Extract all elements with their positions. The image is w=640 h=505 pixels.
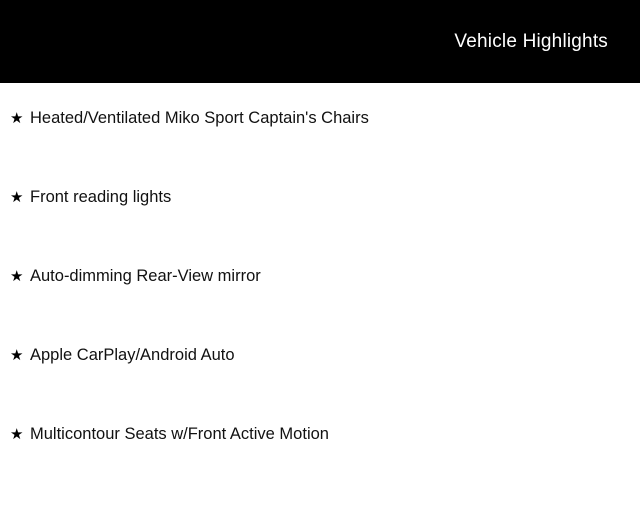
star-bullet-icon: ★ bbox=[10, 347, 24, 364]
highlights-list bbox=[0, 83, 640, 505]
highlight-label: Auto-dimming Rear-View mirror bbox=[30, 267, 261, 285]
star-bullet-icon: ★ bbox=[10, 189, 24, 206]
star-bullet-icon: ★ bbox=[10, 268, 24, 285]
highlight-label: Apple CarPlay/Android Auto bbox=[30, 346, 235, 364]
highlight-label: Multicontour Seats w/Front Active Motion bbox=[30, 425, 329, 443]
list-item bbox=[0, 268, 640, 347]
list-item bbox=[0, 347, 640, 426]
page-header bbox=[0, 0, 640, 83]
star-bullet-icon: ★ bbox=[10, 426, 24, 443]
list-item bbox=[0, 426, 640, 505]
star-bullet-icon: ★ bbox=[10, 110, 24, 127]
page-title: Vehicle Highlights bbox=[454, 31, 608, 52]
highlight-label: Heated/Ventilated Miko Sport Captain's Chairs bbox=[30, 109, 369, 127]
list-item bbox=[0, 189, 640, 268]
highlight-label: Front reading lights bbox=[30, 188, 172, 206]
list-item bbox=[0, 110, 640, 189]
